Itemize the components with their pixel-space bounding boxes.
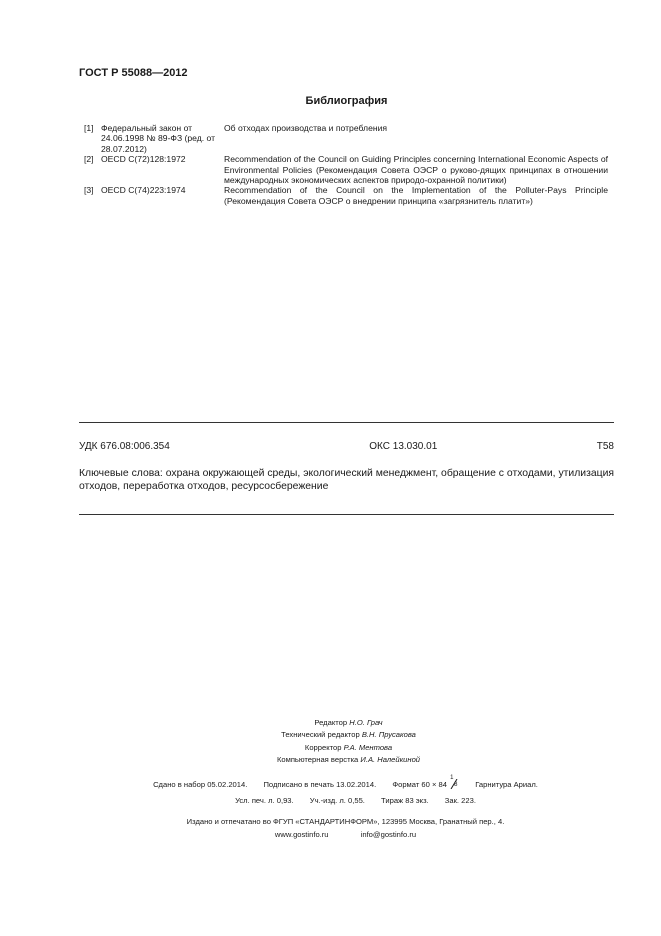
print-details-2: [0, 796, 661, 805]
tech-editor-name: В.Н. Прусакова: [361, 730, 416, 740]
entry-source: OECD C(72)128:1972: [101, 154, 186, 165]
print-sheets: Усл. печ. л. 0,93.: [235, 796, 294, 805]
entry-source: OECD C(74)223:1974: [101, 185, 186, 196]
editor-name: Н.О. Грач: [349, 718, 383, 727]
udk-code: УДК 676.08:006.354: [79, 441, 170, 452]
divider-bottom: [79, 514, 614, 515]
entry-description: Recommendation of the Council on Guiding Principles concerning International Economic Aspects of Environmental Policies (Рекомендация Совета ОЭСР о руково-дящих принципах в отношении международных экономических аспектов природо-охранной политики): [224, 154, 608, 186]
credit-tech-editor: [0, 729, 661, 741]
keywords: Ключевые слова: охрана окружающей среды, экологический менеджмент, обращение с отходами, утилизация отходов, переработка отходов, ресурсосбережение: [79, 468, 614, 493]
print-run: Тираж 83 экз.: [381, 796, 429, 805]
bibliography-entry: [84, 154, 614, 185]
publisher-contacts: [0, 830, 661, 839]
signed-date: Подписано в печать 13.02.2014.: [263, 780, 377, 789]
font-info: Гарнитура Ариал.: [475, 780, 538, 789]
bibliography-entry: [84, 185, 614, 206]
format-denominator: 8: [454, 782, 458, 788]
entry-description: Recommendation of the Council on the Implementation of the Polluter-Pays Principle (Рекомендация Совета ОЭСР о внедрении принципа «загрязнитель платит»): [224, 185, 608, 206]
credits-block: [0, 717, 661, 767]
publisher-email: info@gostinfo.ru: [360, 830, 417, 839]
format-fraction: [449, 775, 459, 789]
format-label: Формат 60 × 84: [392, 780, 447, 789]
credit-corrector: [0, 742, 661, 754]
credit-editor: [0, 717, 661, 729]
entry-number: [1]: [84, 123, 94, 133]
divider-top: [79, 422, 614, 423]
corrector-name: Р.А. Ментова: [343, 742, 393, 752]
oks-code: ОКС 13.030.01: [369, 441, 438, 452]
credit-layout: [0, 754, 661, 766]
publisher-website: www.gostinfo.ru: [274, 830, 329, 839]
editor-label: Редактор: [314, 718, 348, 727]
layout-label: Компьютерная верстка: [276, 755, 359, 765]
corrector-label: Корректор: [304, 742, 342, 752]
bibliography-list: [84, 123, 614, 206]
entry-description: Об отходах производства и потребления: [224, 123, 388, 133]
publishing-sheets: Уч.-изд. л. 0,55.: [309, 796, 365, 805]
layout-name: И.А. Налейкиной: [360, 755, 421, 765]
entry-number: [2]: [84, 154, 94, 165]
submitted-date: Сдано в набор 05.02.2014.: [153, 780, 248, 789]
format-numerator: 1: [450, 775, 454, 781]
print-details: [0, 775, 661, 789]
classification-row: [79, 441, 614, 452]
publisher-info: Издано и отпечатано во ФГУП «СТАНДАРТИНФОРМ», 123995 Москва, Гранатный пер., 4.: [186, 817, 505, 826]
category-code: Т58: [596, 441, 614, 452]
order-number: Зак. 223.: [444, 796, 476, 805]
entry-source: Федеральный закон от 24.06.1998 № 89-ФЗ (ред. от 28.07.2012): [101, 123, 216, 154]
page-header-standard: ГОСТ Р 55088—2012: [79, 67, 188, 79]
entry-number: [3]: [84, 185, 94, 196]
bibliography-entry: [84, 123, 614, 154]
bibliography-title: Библиография: [305, 95, 388, 107]
tech-editor-label: Технический редактор: [281, 730, 360, 740]
